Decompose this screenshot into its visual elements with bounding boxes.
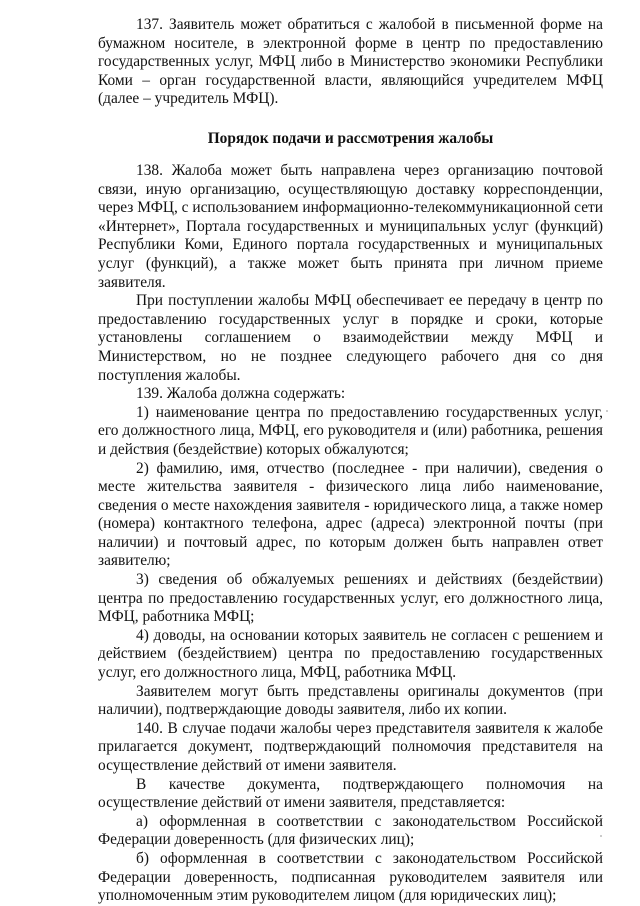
paragraph-139-b: Заявителем могут быть представлены оригиналы документов (при наличии), подтверждающие доводы заявителя, либо их копии. [98, 682, 603, 719]
paragraph-140-b: В качестве документа, подтверждающего полномочия на осуществление действий от имени заявителя, представляется: [98, 775, 603, 812]
scan-speck [600, 835, 602, 837]
item-139-2: 2) фамилию, имя, отчество (последнее - при наличии), сведения о месте жительства заявителя - физического лица либо наименование, сведения о месте нахождения заявителя - юридического лица, а также номер (номера) контактного телефона, адрес (адреса) электронной почты (при наличии) и почтовый адрес, по которым должен быть направлен ответ заявителю; [98, 459, 603, 570]
paragraph-140: 140. В случае подачи жалобы через представителя заявителя к жалобе прилагается документ, подтверждающий полномочия представителя на осуществление действий от имени заявителя. [98, 719, 603, 774]
section-heading: Порядок подачи и рассмотрения жалобы [207, 130, 494, 147]
scan-speck [606, 410, 608, 412]
paragraph-139: 139. Жалоба должна содержать: [136, 385, 346, 403]
paragraph-138: 138. Жалоба может быть направлена через организацию почтовой связи, иную организацию, осуществляющую доставку корреспонденции, через МФЦ, с использованием информационно-телекоммуникационной сети «Интернет», Портала государственных и муниципальных услуг (функций) Республики Коми, Единого портала государственных и муниципальных услуг (функций), а также может быть принята при личном приеме заявителя. [98, 162, 603, 291]
item-140-b: б) оформленная в соответствии с законодательством Российской Федерации доверенность, подписанная руководителем заявителя или уполномоченным этим руководителем лицом (для юридических лиц); [98, 849, 603, 905]
item-139-4: 4) доводы, на основании которых заявитель не согласен с решением и действием (бездействием) центра по предоставлению государственных услуг, его должностного лица, МФЦ, работника МФЦ. [98, 626, 603, 682]
main-block [98, 162, 603, 906]
item-139-1: 1) наименование центра по предоставлению государственных услуг, его должностного лица, МФЦ, его руководителя и (или) работника, решения и действия (бездействие) которых обжалуются; [98, 403, 603, 458]
paragraph-138-b: При поступлении жалобы МФЦ обеспечивает ее передачу в центр по предоставлению государственных услуг в порядке и сроки, которые установлены соглашением о взаимодействии между МФЦ и Министерством, но не позднее следующего рабочего дня со дня поступления жалобы. [98, 292, 603, 384]
paragraph-137: 137. Заявитель может обратиться с жалобой в письменной форме на бумажном носителе, в электронной форме в центр по предоставлению государственных услуг, МФЦ либо в Министерство экономики Республики Коми – орган государственной власти, являющийся учредителем МФЦ (далее – учредитель МФЦ). [98, 16, 603, 108]
item-140-a: а) оформленная в соответствии с законодательством Российской Федерации доверенность (для физических лиц); [98, 812, 603, 849]
intro-block [98, 16, 603, 109]
item-139-3: 3) сведения об обжалуемых решениях и действиях (бездействии) центра по предоставлению государственных услуг, его должностного лица, МФЦ, работника МФЦ; [98, 571, 603, 626]
